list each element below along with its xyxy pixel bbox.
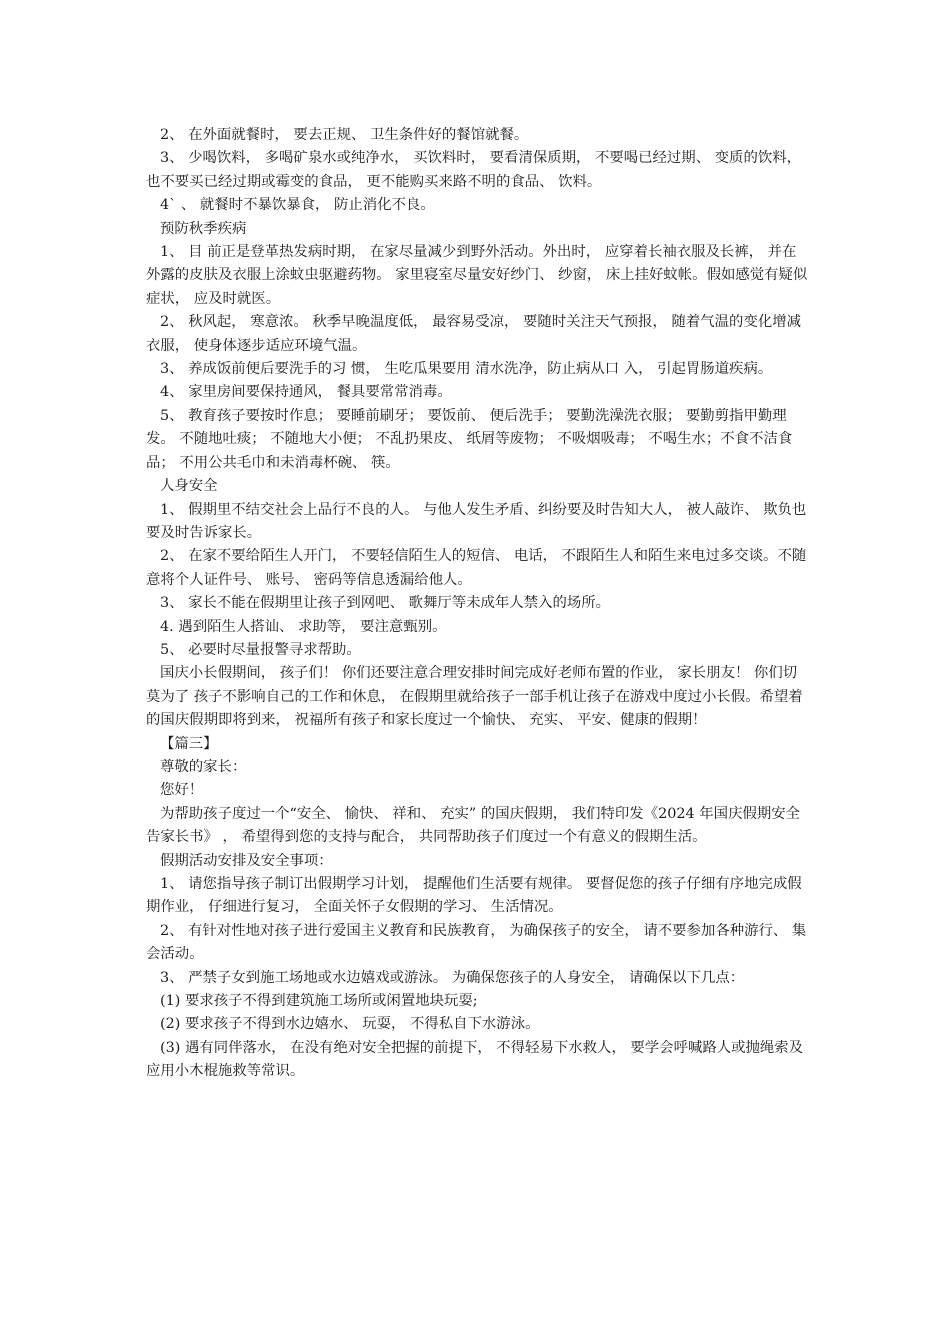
document-body xyxy=(146,124,810,1084)
section-heading: 假期活动安排及安全事项： xyxy=(160,852,333,869)
paragraph: 1、 请您指导孩子制订出假期学习计划， 提醒他们生活要有规律。 要督促您的孩子仔细有序地完成假期作业， 仔细进行复习， 全面关怀子女假期的学习、 生活情况。 xyxy=(146,876,802,916)
paragraph: 2、 有针对性地对孩子进行爱国主义教育和民族教育， 为确保孩子的安全， 请不要参加各种游行、 集会活动。 xyxy=(146,922,807,963)
paragraph: 3、 少喝饮料， 多喝矿泉水或纯净水， 买饮料时， 要看清保质期， 不要喝已经过期、 变质的饮料， 也不要买已经过期或霉变的食品， 更不能购买来路不明的食品、 饮料。 xyxy=(146,150,806,190)
paragraph: 2、 在外面就餐时， 要去正规、 卫生条件好的餐馆就餐。 xyxy=(160,127,529,143)
salutation: 尊敬的家长： xyxy=(160,758,247,775)
paragraph: 3、 严禁子女到施工场地或水边嬉戏或游泳。 为确保您孩子的人身安全， 请确保以下几点： xyxy=(160,969,745,986)
list-item: (2) 要求孩子不得到水边嬉水、 玩耍， 不得私自下水游泳。 xyxy=(160,1016,540,1033)
paragraph: 国庆小长假期间， 孩子们！ 你们还要注意合理安排时间完成好老师布置的作业， 家长朋友！ 你们切莫为了 孩子不影响自己的工作和休息， 在假期里就给孩子一部手机让孩子在游戏中度过小长假。希望着的国庆假期即将到来， 祝福所有孩子和家长度过一个愉快、 充实、 平安、健康的假期！ xyxy=(146,665,803,729)
paragraph: 为帮助孩子度过一个“安全、 愉快、 祥和、 充实” 的国庆假期， 我们特印发《2024 年国庆假期安全告家长书》 ， 希望得到您的支持与配合， 共同帮助孩子们度过一个有意义的假期生活。 xyxy=(146,805,801,846)
paragraph: 4. 遇到陌生人搭讪、 求助等， 要注意甄别。 xyxy=(160,618,447,635)
paragraph: 1、 假期里不结交社会上品行不良的人。 与他人发生矛盾、纠纷要及时告知大人， 被人敲诈、 欺负也要及时告诉家长。 xyxy=(146,501,807,541)
list-item: (1) 要求孩子不得到建筑施工场所或闲置地块玩耍; xyxy=(160,993,478,1010)
paragraph: 5、 教育孩子要按时作息； 要睡前刷牙； 要饭前、 便后洗手； 要勤洗澡洗衣服； 要勤剪指甲勤理发。 不随地吐痰； 不随地大小便； 不乱扔果皮、 纸屑等废物； 不吸烟吸毒； 不喝生水；不食不洁食品； 不用公共毛巾和未消毒杯碗、 筷。 xyxy=(146,407,793,471)
paragraph: 4` 、 就餐时不暴饮暴食， 防止消化不良。 xyxy=(160,197,435,214)
section-heading: 预防秋季疾病 xyxy=(160,220,247,237)
paragraph: 2、 秋风起， 寒意浓。 秋季早晚温度低， 最容易受凉， 要随时关注天气预报， 随着气温的变化增减衣服， 使身体逐步适应环境气温。 xyxy=(146,314,802,354)
paragraph: 5、 必要时尽量报警寻求帮助。 xyxy=(160,641,361,658)
paragraph: 4、 家里房间要保持通风， 餐具要常常消毒。 xyxy=(160,384,452,401)
section-heading: 人身安全 xyxy=(160,478,218,495)
paragraph: 3、 养成饭前便后要洗手的习 惯， 生吃瓜果要用 清水洗净，防止病从口 入， 引起胃肠道疾病。 xyxy=(160,361,773,378)
paragraph: 2、 在家不要给陌生人开门， 不要轻信陌生人的短信、 电话， 不跟陌生人和陌生来电过多交谈。不随意将个人证件号、 账号、 密码等信息透漏给他人。 xyxy=(146,548,807,588)
paragraph: 3、 家长不能在假期里让孩子到网吧、 歌舞厅等未成年人禁入的场所。 xyxy=(160,595,611,612)
paragraph: 1、 目 前正是登革热发病时期， 在家尽量减少到野外活动。外出时， 应穿着长袖衣服及长裤， 并在外露的皮肤及衣服上涂蚊虫驱避药物。 家里寝室尽量安好纱门、 纱窗， 床上挂好蚊帐。假如感觉有疑似症状， 应及时就医。 xyxy=(146,244,808,307)
section-heading: 【篇三】 xyxy=(160,735,218,752)
list-item: (3) 遇有同伴落水， 在没有绝对安全把握的前提下， 不得轻易下水救人， 要学会呼喊路人或抛绳索及应用小木棍施救等常识。 xyxy=(146,1039,804,1080)
greeting: 您好！ xyxy=(160,782,204,799)
